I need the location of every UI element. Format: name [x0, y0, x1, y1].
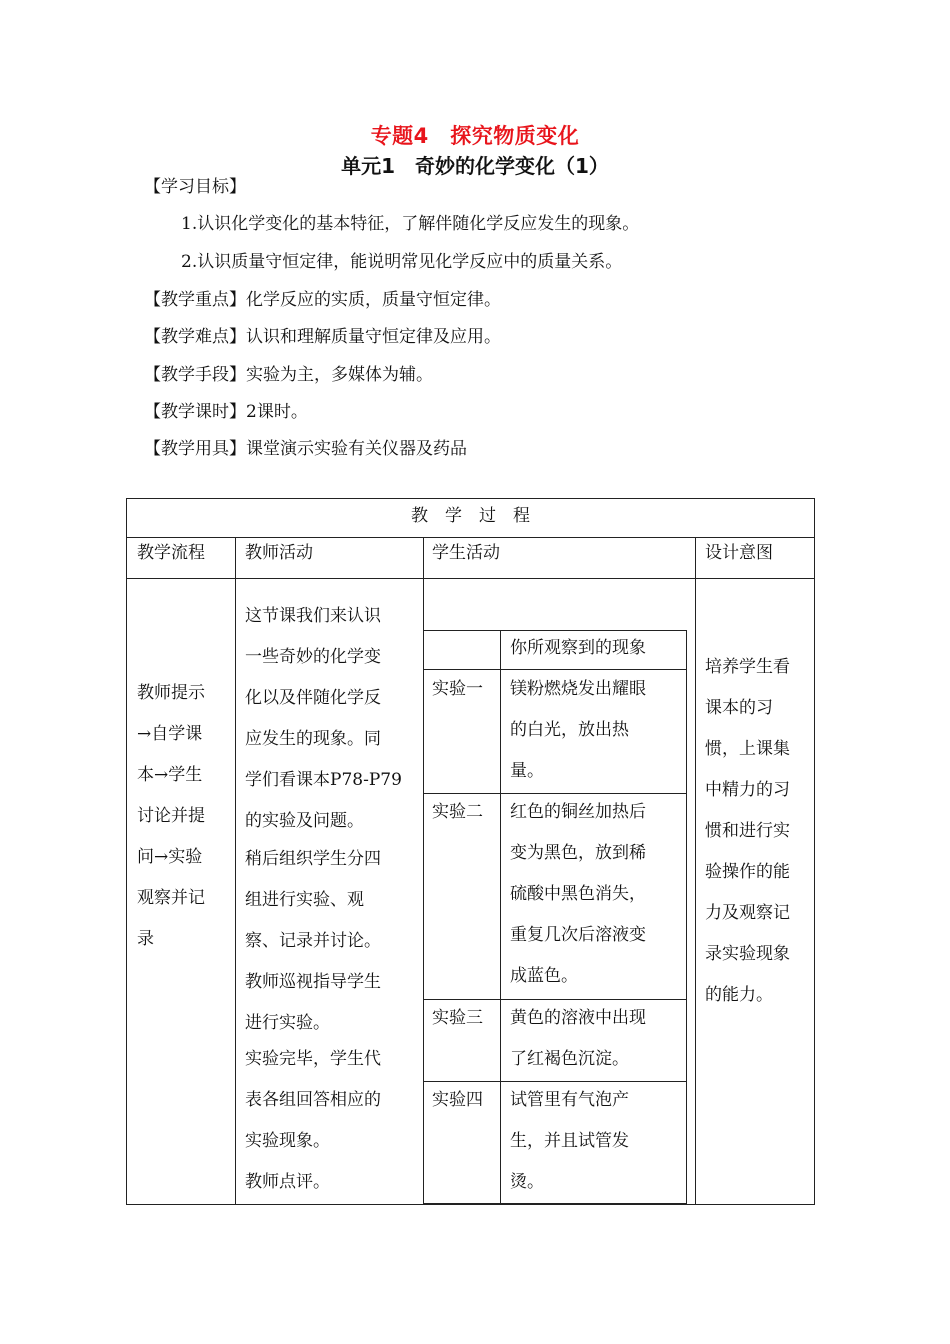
experiment-name: 实验二 — [432, 802, 483, 822]
teacher-line: 的实验及问题。 — [245, 811, 364, 831]
info-value: 2课时。 — [246, 402, 308, 422]
inner-rule — [500, 631, 501, 1203]
intent-cell — [705, 647, 790, 1016]
experiment-result — [510, 998, 646, 1080]
experiment-table — [423, 630, 687, 1204]
header-intent: 设计意图 — [705, 543, 773, 563]
teacher-line: 表各组回答相应的 — [245, 1090, 381, 1110]
teacher-line: 稍后组织学生分四 — [245, 849, 381, 869]
intent-line: 培养学生看 — [705, 657, 790, 677]
info-value: 实验为主，多媒体为辅。 — [246, 365, 433, 385]
info-label: 【教学课时】 — [144, 402, 246, 422]
intent-line: 课本的习 — [705, 698, 773, 718]
result-line: 烫。 — [510, 1172, 544, 1192]
intent-line: 验操作的能 — [705, 862, 790, 882]
flow-line: 录 — [137, 929, 154, 949]
flow-line: 本→学生 — [137, 765, 203, 785]
experiment-header: 你所观察到的现象 — [510, 638, 646, 658]
result-line: 重复几次后溶液变 — [510, 925, 646, 945]
teacher-line: 实验现象。 — [245, 1131, 330, 1151]
experiment-name: 实验三 — [432, 1008, 483, 1028]
flow-line: 问→实验 — [137, 847, 203, 867]
result-line: 镁粉燃烧发出耀眼 — [510, 679, 646, 699]
result-line: 生，并且试管发 — [510, 1131, 629, 1151]
header-teacher: 教师活动 — [245, 543, 313, 563]
teacher-line: 教师巡视指导学生 — [245, 972, 381, 992]
teacher-line: 化以及伴随化学反 — [245, 688, 381, 708]
flow-line: 讨论并提 — [137, 806, 205, 826]
goal-item-1: 1.认识化学变化的基本特征，了解伴随化学反应发生的现象。 — [181, 214, 640, 234]
info-label: 【教学手段】 — [144, 365, 246, 385]
table-rule — [235, 537, 236, 1205]
experiment-result — [510, 669, 646, 792]
experiment-name: 实验四 — [432, 1090, 483, 1110]
teaching-process-table — [126, 498, 815, 1205]
info-difficulties — [144, 326, 501, 348]
teacher-line: 进行实验。 — [245, 1013, 330, 1033]
teacher-line: 应发生的现象。同 — [245, 729, 381, 749]
flow-line: →自学课 — [137, 724, 203, 744]
goals-label: 【学习目标】 — [144, 177, 246, 197]
teacher-line: 实验完毕，学生代 — [245, 1049, 381, 1069]
teacher-line: 察、记录并讨论。 — [245, 931, 381, 951]
table-rule — [127, 537, 814, 538]
intent-line: 的能力。 — [705, 985, 773, 1005]
info-label: 【教学重点】 — [144, 290, 246, 310]
experiment-result — [510, 792, 646, 997]
teacher-line: 这节课我们来认识 — [245, 606, 381, 626]
header-flow: 教学流程 — [137, 543, 205, 563]
experiment-result — [510, 1080, 629, 1203]
teacher-cell-cont2 — [245, 1039, 381, 1203]
teacher-line: 教师点评。 — [245, 1172, 330, 1192]
flow-cell — [137, 673, 205, 960]
experiment-name: 实验一 — [432, 679, 483, 699]
intent-line: 录实验现象 — [705, 944, 790, 964]
teacher-line: 一些奇妙的化学变 — [245, 647, 381, 667]
result-line: 成蓝色。 — [510, 966, 578, 986]
table-title: 教 学 过 程 — [411, 506, 530, 526]
table-rule — [695, 537, 696, 1205]
result-line: 试管里有气泡产 — [510, 1090, 629, 1110]
info-value: 化学反应的实质，质量守恒定律。 — [246, 290, 501, 310]
intent-line: 力及观察记 — [705, 903, 790, 923]
doc-title: 专题4 探究物质变化 — [370, 124, 580, 148]
info-value: 认识和理解质量守恒定律及应用。 — [246, 327, 501, 347]
goal-item-2: 2.认识质量守恒定律，能说明常见化学反应中的质量关系。 — [181, 252, 623, 272]
teacher-line: 学们看课本P78-P79 — [245, 770, 402, 790]
teacher-line: 组进行实验、观 — [245, 890, 364, 910]
result-line: 黄色的溶液中出现 — [510, 1008, 646, 1028]
info-key-points — [144, 289, 501, 311]
table-rule — [127, 578, 814, 579]
intent-line: 中精力的习 — [705, 780, 790, 800]
result-line: 了红褐色沉淀。 — [510, 1049, 629, 1069]
info-tools — [144, 438, 467, 460]
info-periods — [144, 401, 308, 423]
info-label: 【教学用具】 — [144, 439, 246, 459]
result-line: 硫酸中黑色消失， — [510, 884, 646, 904]
result-line: 量。 — [510, 761, 544, 781]
info-value: 课堂演示实验有关仪器及药品 — [246, 439, 467, 459]
doc-subtitle: 单元1 奇妙的化学变化（1） — [341, 154, 609, 178]
intent-line: 惯和进行实 — [705, 821, 790, 841]
info-methods — [144, 364, 433, 386]
result-line: 红色的铜丝加热后 — [510, 802, 646, 822]
header-student: 学生活动 — [432, 543, 500, 563]
teacher-cell — [245, 596, 402, 842]
intent-line: 惯，上课集 — [705, 739, 790, 759]
result-line: 的白光，放出热 — [510, 720, 629, 740]
teacher-cell-cont — [245, 839, 381, 1044]
info-label: 【教学难点】 — [144, 327, 246, 347]
flow-line: 观察并记 — [137, 888, 205, 908]
flow-line: 教师提示 — [137, 683, 205, 703]
result-line: 变为黑色，放到稀 — [510, 843, 646, 863]
